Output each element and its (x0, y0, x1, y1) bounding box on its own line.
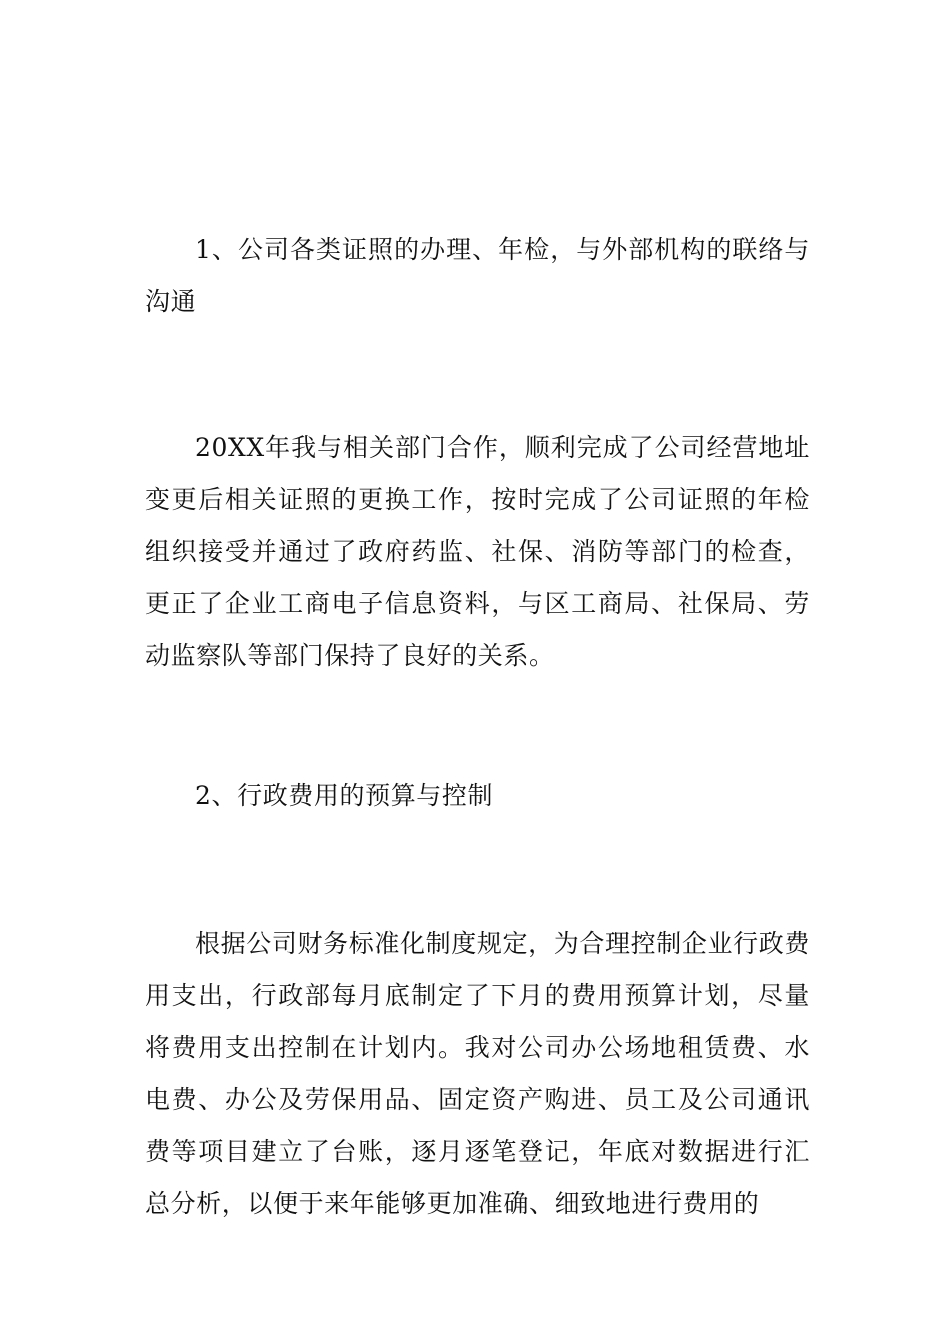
section-heading-2: 2、行政费用的预算与控制 (195, 781, 494, 810)
section-paragraph-2: 根据公司财务标准化制度规定，为合理控制企业行政费用支出，行政部每月底制定了下月的费用预算计划，尽量将费用支出控制在计划内。我对公司办公场地租赁费、水电费、办公及劳保用品、固定资产购进、员工及公司通讯费等项目建立了台账，逐月逐笔登记，年底对数据进行汇总分析，以便于来年能够更加准确、细致地进行费用的 (145, 929, 810, 1218)
section-heading-1: 1、公司各类证照的办理、年检，与外部机构的联络与沟通 (145, 235, 810, 316)
section-paragraph-1: 20XX年我与相关部门合作，顺利完成了公司经营地址变更后相关证照的更换工作，按时完成了公司证照的年检组织接受并通过了政府药监、社保、消防等部门的检查，更正了企业工商电子信息资料，与区工商局、社保局、劳动监察队等部门保持了良好的关系。 (145, 433, 810, 670)
